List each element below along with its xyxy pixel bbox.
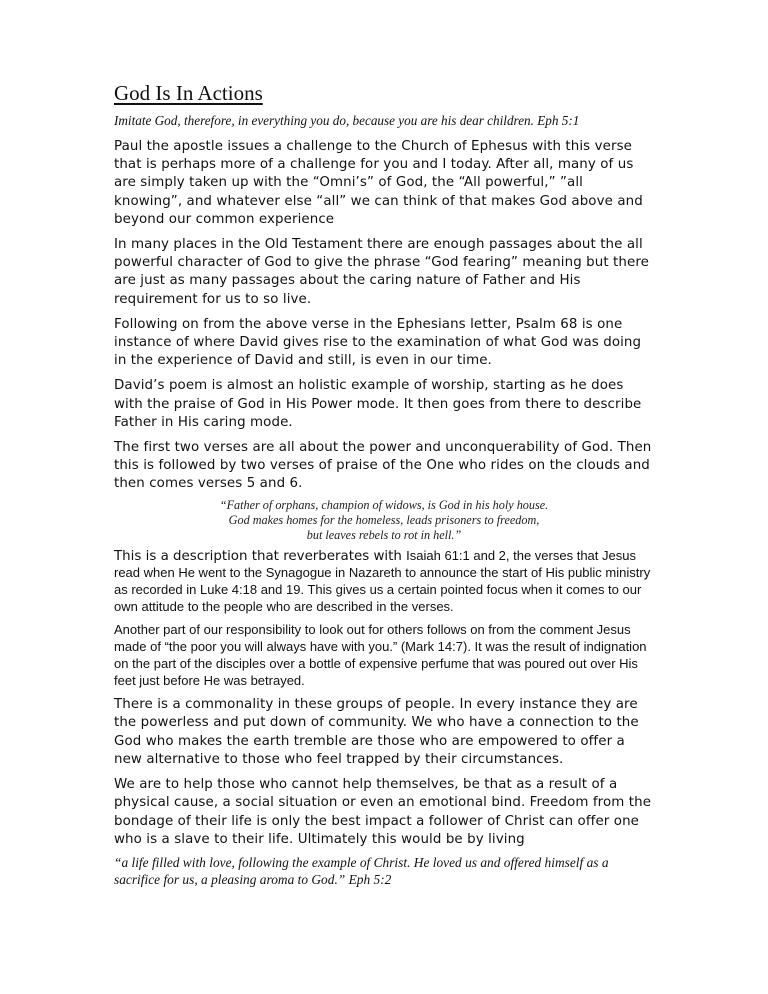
paragraph-isaiah — [114, 548, 654, 616]
psalm-quote — [114, 498, 654, 543]
paragraph-commonality: There is a commonality in these groups of people. In every instance they are the powerless and put down of community. We who have a connection to the God who makes the earth tremble are those who are empowered to offer a new alternative to those who feel trapped by their circumstances. — [114, 697, 639, 767]
document-title: God Is In Actions — [114, 81, 263, 105]
psalm-quote-line: but leaves rebels to rot in hell.” — [306, 527, 462, 542]
paragraph-paul-challenge: Paul the apostle issues a challenge to the Church of Ephesus with this verse that is perhaps more of a challenge for you and I today. After all, many of us are simply taken up with the “Omni’s” of God, the “All powerful,” ”all knowing”, and whatever else “all” we can think of that makes God above and beyond our common experience — [114, 139, 643, 227]
paragraph-help-others: We are to help those who cannot help themselves, be that as a result of a physical cause, a social situation or even an emotional bind. Freedom from the bondage of their life is only the best impact a follower of Christ can offer one who is a slave to their life. Ultimately this would be by living — [114, 777, 652, 847]
paragraph-first-verses: The first two verses are all about the power and unconquerability of God. Then this is followed by two verses of praise of the One who rides on the clouds and then comes verses 5 and 6. — [114, 440, 652, 492]
paragraph-isaiah-lead: This is a description that reverberates with — [114, 548, 407, 564]
psalm-quote-line: “Father of orphans, champion of widows, is God in his holy house. — [219, 497, 549, 512]
psalm-quote-line: God makes homes for the homeless, leads prisoners to freedom, — [228, 512, 540, 527]
epigraph-verse: Imitate God, therefore, in everything you do, because you are his dear children. Eph 5:1 — [114, 113, 580, 128]
paragraph-davids-poem: David’s poem is almost an holistic example of worship, starting as he does with the praise of God in His Power mode. It then goes from there to describe Father in His caring mode. — [114, 378, 642, 430]
closing-verse: “a life filled with love, following the example of Christ. He loved us and offered himself as a sacrifice for us, a pleasing aroma to God.” Eph 5:2 — [114, 854, 609, 887]
paragraph-psalm-68: Following on from the above verse in the Ephesians letter, Psalm 68 is one instance of where David gives rise to the examination of what God was doing in the experience of David and still, is even in our time. — [114, 316, 642, 369]
document-page — [114, 80, 654, 888]
paragraph-isaiah-rest: Isaiah 61:1 and 2, the verses that Jesus read when He went to the Synagogue in Nazareth to announce the start of His public ministry as recorded in Luke 4:18 and 19. This gives us a certain pointed focus when it comes to our own attitude to the people who are described in the verses. — [114, 547, 651, 614]
paragraph-old-testament: In many places in the Old Testament there are enough passages about the all powerful character of God to give the phrase “God fearing” meaning but there are just as many passages about the caring nature of Father and His requirement for us to so live. — [114, 237, 649, 307]
paragraph-responsibility: Another part of our responsibility to look out for others follows on from the comment Jesus made of “the poor you will always have with you.” (Mark 14:7). It was the result of indignation on the part of the disciples over a bottle of expensive perfume that was poured out over His feet just before He was betrayed. — [114, 622, 647, 688]
